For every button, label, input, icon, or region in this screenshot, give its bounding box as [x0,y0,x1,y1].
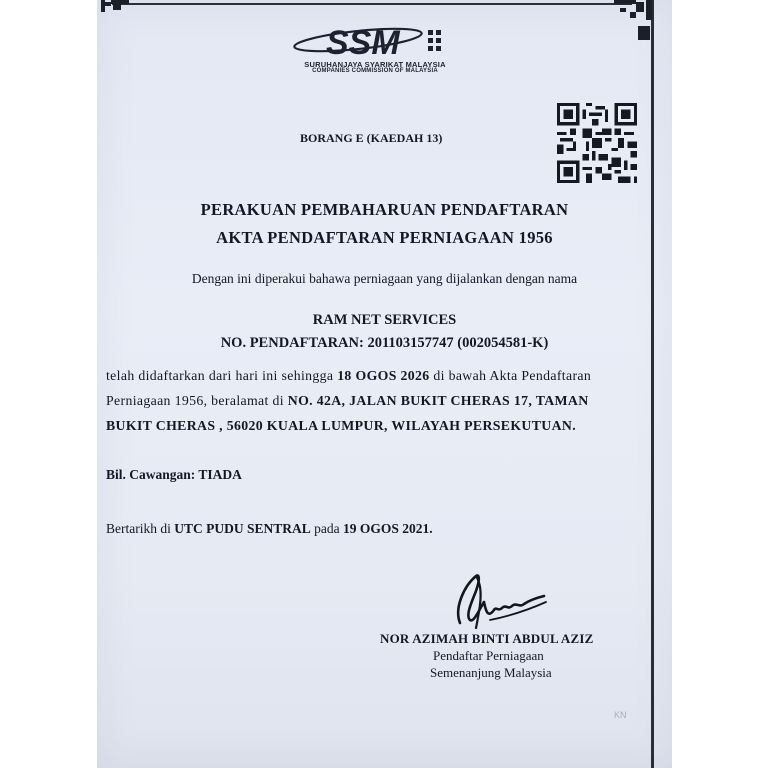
dated-text: . [429,521,433,536]
registration-number: NO. PENDAFTARAN: 201103157747 (002054581-K) [220,335,549,351]
logo-text: SSM [326,24,400,62]
body-line-2 [106,393,589,409]
form-reference: BORANG E (KAEDAH 13) [300,131,443,145]
body-line-3 [106,418,576,434]
corner-ornament-icon [99,0,141,42]
expiry-date: 18 OGOS 2026 [337,368,430,383]
margin-mark: KN [614,710,627,720]
agency-name-en: COMPANIES COMMISSION OF MALAYSIA [312,68,438,74]
qr-code-icon [557,103,637,183]
corner-ornament-icon [612,0,654,42]
dated-text: pada [310,521,343,536]
issue-location: UTC PUDU SENTRAL [174,521,311,536]
signatory-name: NOR AZIMAH BINTI ABDUL AZIZ [380,631,594,646]
issue-date: 19 OGOS 2021 [343,521,430,536]
issue-place-date [106,521,433,537]
business-address: NO. 42A, JALAN BUKIT CHERAS 17, TAMAN [287,393,589,408]
business-address: BUKIT CHERAS , 56020 KUALA LUMPUR, WILAYAH PERSEKUTUAN. [106,418,577,433]
frame-border-top [112,3,632,5]
dated-text: Bertarikh di [106,521,175,536]
body-text: di bawah Akta Pendaftaran [429,368,592,383]
body-line-1 [106,368,591,384]
certificate-title-line2: AKTA PENDAFTARAN PERNIAGAAN 1956 [216,228,553,247]
signatory-title: Pendaftar Perniagaan [433,648,544,663]
frame-border-right [651,0,654,768]
certificate-intro: Dengan ini diperakui bahawa perniagaan yang dijalankan dengan nama [191,271,578,286]
signatory-region: Semenanjung Malaysia [430,665,552,680]
body-text: Perniagaan 1956, beralamat di [106,393,288,408]
body-text: telah didaftarkan dari hari ini sehingga [106,368,338,383]
branch-count: Bil. Cawangan: TIADA [106,467,242,482]
business-name: RAM NET SERVICES [312,312,457,328]
agency-name-ms: SURUHANJAYA SYARIKAT MALAYSIA [304,60,446,69]
certificate-title-line1: PERAKUAN PEMBAHARUAN PENDAFTARAN [200,200,569,219]
handwritten-signature [450,568,550,638]
